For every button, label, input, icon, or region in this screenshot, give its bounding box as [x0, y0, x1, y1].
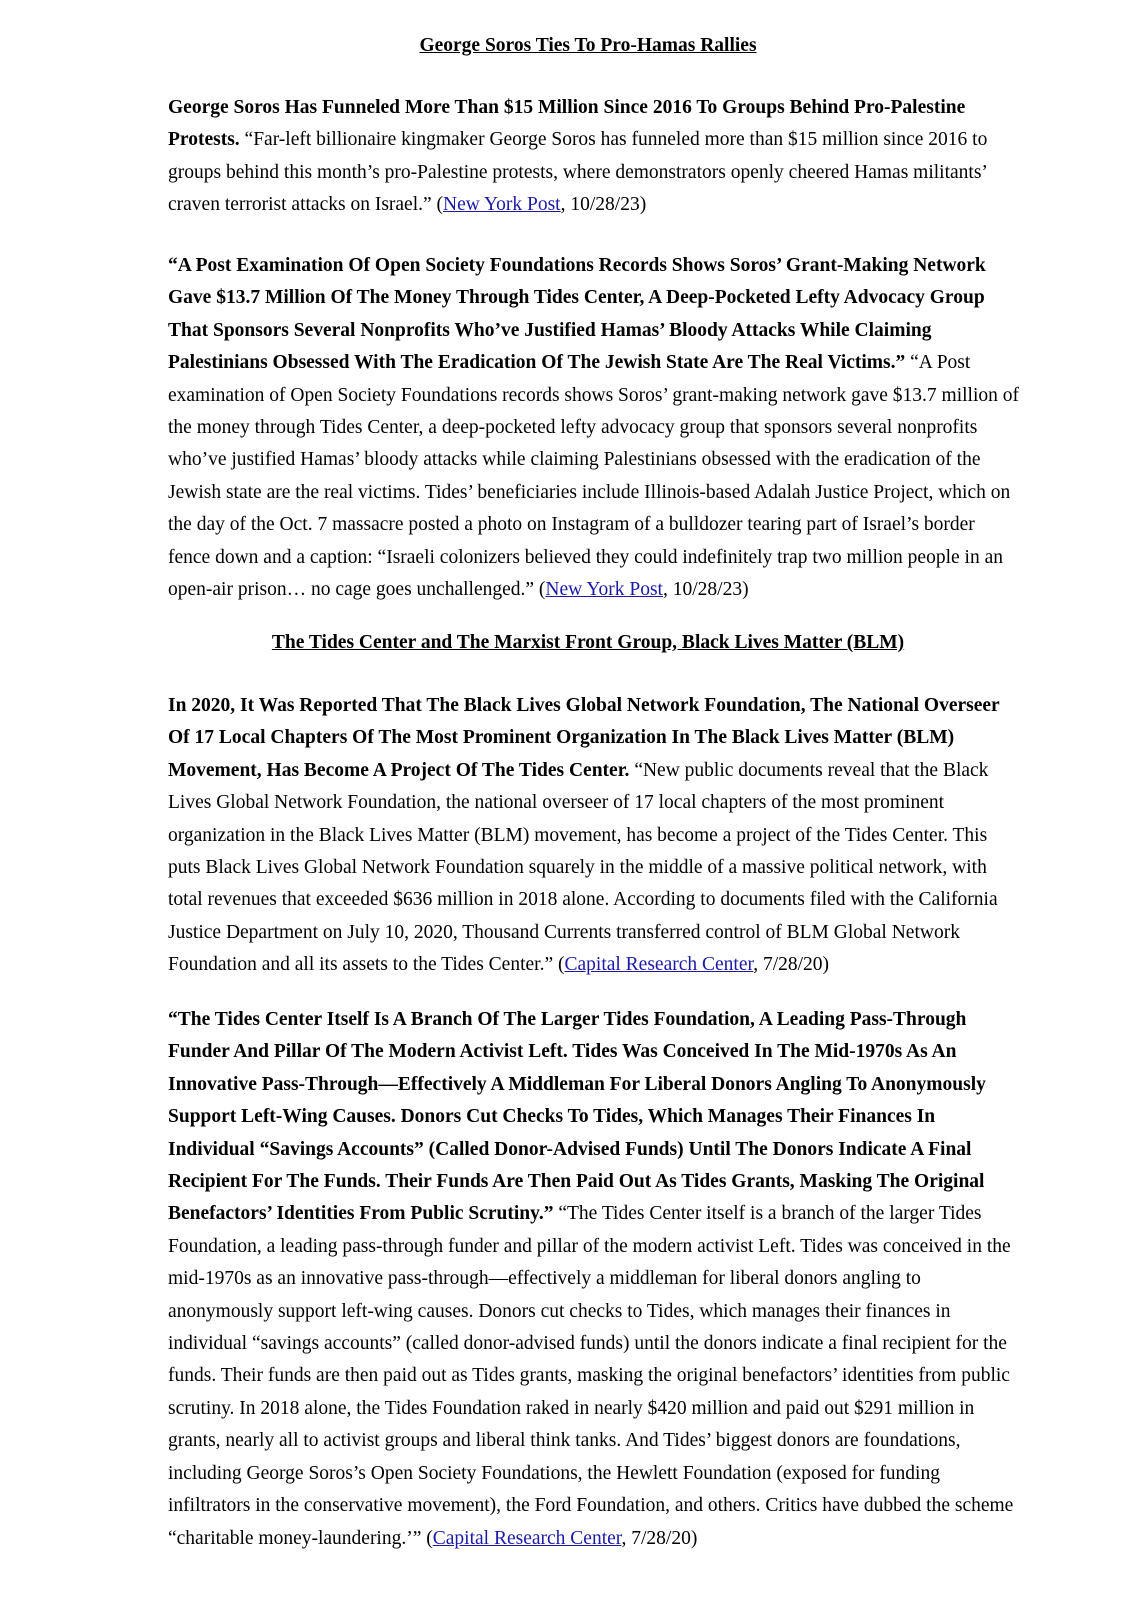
paragraph-body: “Far-left billionaire kingmaker George Soros has funneled more than $15 million since 2016 to groups behind this month’s pro-Palestine protests, where demonstrators openly cheered Hamas militants’ craven terrorist attacks on Israel.” (	[168, 129, 988, 216]
paragraph-blm-tides-project	[168, 690, 1020, 982]
citation-date: , 7/28/20)	[621, 1527, 698, 1549]
citation-date: , 10/28/23)	[560, 194, 647, 216]
paragraph-tides-center-branch	[168, 1004, 1020, 1555]
citation-date: , 10/28/23)	[662, 579, 749, 601]
source-link-capital-research-center[interactable]: Capital Research Center	[432, 1527, 622, 1549]
source-link-new-york-post[interactable]: New York Post	[545, 579, 663, 601]
section-heading-soros: George Soros Ties To Pro-Hamas Rallies	[419, 35, 757, 56]
source-link-new-york-post[interactable]: New York Post	[443, 194, 561, 216]
citation-date: , 7/28/20)	[753, 954, 830, 976]
paragraph-lead: In 2020, It Was Reported That The Black Lives Global Network Foundation, The National Overseer Of 17 Local Chapters Of The Most Prominent Organization In The Black Lives Matter (BLM) Movement, Has Become A Project Of The Tides Center.	[168, 695, 1000, 781]
paragraph-body: “The Tides Center itself is a branch of the larger Tides Foundation, a leading pass-through funder and pillar of the modern activist Left. Tides was conceived in the mid-1970s as an innovative pass-through—effectively a middleman for liberal donors angling to anonymously support left-wing causes. Donors cut checks to Tides, which manages their finances in individual “savings accounts” (called donor-advised funds) until the donors indicate a final recipient for the funds. Their funds are then paid out as Tides grants, masking the original benefactors’ identities from public scrutiny. In 2018 alone, the Tides Foundation raked in nearly $420 million and paid out $291 million in grants, nearly all to activist groups and liberal think tanks. And Tides’ biggest donors are foundations, including George Soros’s Open Society Foundations, the Hewlett Foundation (exposed for funding infiltrators in the conservative movement), the Ford Foundation, and others. Critics have dubbed the scheme “charitable money-laundering.’” (	[168, 1203, 1014, 1549]
paragraph-lead: “A Post Examination Of Open Society Foundations Records Shows Soros’ Grant-Making Network Gave $13.7 Million Of The Money Through Tides Center, A Deep-Pocketed Lefty Advocacy Group That Sponsors Several Nonprofits Who’ve Justified Hamas’ Bloody Attacks While Claiming Palestinians Obsessed With The Eradication Of The Jewish State Are The Real Victims.”	[168, 255, 986, 374]
paragraph-lead: George Soros Has Funneled More Than $15 Million Since 2016 To Groups Behind Pro-Palestine Protests.	[168, 97, 966, 151]
paragraph-body: “New public documents reveal that the Black Lives Global Network Foundation, the national overseer of 17 local chapters of the most prominent organization in the Black Lives Matter (BLM) movement, has become a project of the Tides Center. This puts Black Lives Global Network Foundation squarely in the middle of a massive political network, with total revenues that exceeded $636 million in 2018 alone. According to documents filed with the California Justice Department on July 10, 2020, Thousand Currents transferred control of BLM Global Network Foundation and all its assets to the Tides Center.” (	[168, 759, 998, 976]
source-link-capital-research-center[interactable]: Capital Research Center	[564, 954, 754, 976]
paragraph-post-examination	[168, 250, 1020, 606]
paragraph-soros-funding	[168, 92, 1020, 222]
section-heading-tides-blm: The Tides Center and The Marxist Front Group, Black Lives Matter (BLM)	[271, 632, 905, 653]
paragraph-lead: “The Tides Center Itself Is A Branch Of The Larger Tides Foundation, A Leading Pass-Through Funder And Pillar Of The Modern Activist Left. Tides Was Conceived In The Mid-1970s As An Innovative Pass-Through—Effectively A Middleman For Liberal Donors Angling To Anonymously Support Left-Wing Causes. Donors Cut Checks To Tides, Which Manages Their Finances In Individual “Savings Accounts” (Called Donor-Advised Funds) Until The Donors Indicate A Final Recipient For The Funds. Their Funds Are Then Paid Out As Tides Grants, Masking The Original Benefactors’ Identities From Public Scrutiny.”	[168, 1009, 986, 1225]
paragraph-body: “A Post examination of Open Society Foundations records shows Soros’ grant-making network gave $13.7 million of the money through Tides Center, a deep-pocketed lefty advocacy group that sponsors several nonprofits who’ve justified Hamas’ bloody attacks while claiming Palestinians obsessed with the eradication of the Jewish state are the real victims. Tides’ beneficiaries include Illinois-based Adalah Justice Project, which on the day of the Oct. 7 massacre posted a photo on Instagram of a bulldozer tearing part of Israel’s border fence down and a caption: “Israeli colonizers believed they could indefinitely trap two million people in an open-air prison… no cage goes unchallenged.” (	[168, 352, 1019, 601]
